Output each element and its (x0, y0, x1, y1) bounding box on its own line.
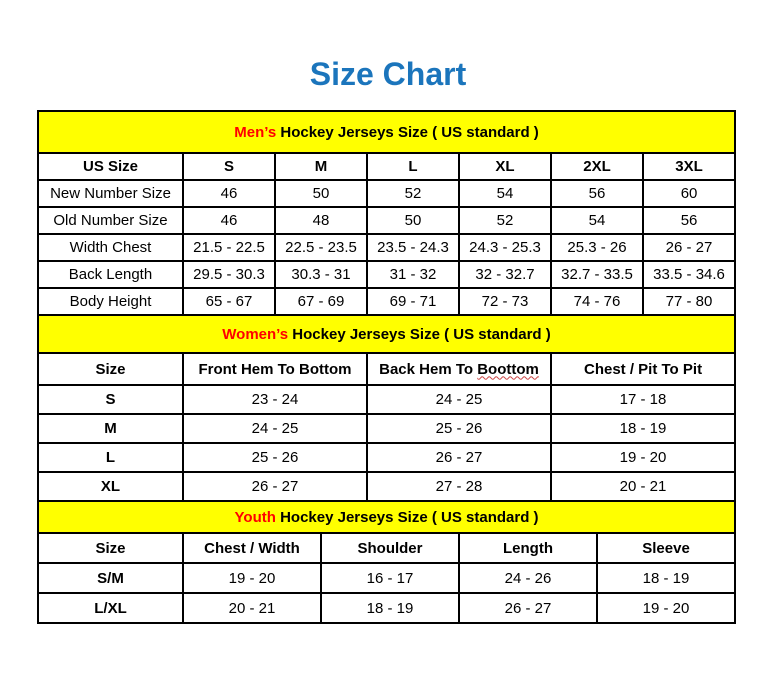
table-cell: 17 - 18 (551, 385, 735, 414)
mens-banner-row (38, 111, 735, 153)
row-label: Width Chest (38, 234, 183, 261)
mens-banner-text: Hockey Jerseys Size ( US standard ) (276, 123, 539, 141)
table-cell: 22.5 - 23.5 (275, 234, 367, 261)
table-cell: 19 - 20 (551, 443, 735, 472)
row-label: L (38, 443, 183, 472)
table-cell: 20 - 21 (183, 593, 321, 623)
youth-banner-row (38, 501, 735, 533)
table-row (38, 207, 735, 234)
table-cell: 56 (551, 180, 643, 207)
table-cell: 77 - 80 (643, 288, 735, 315)
womens-header-row (38, 353, 735, 385)
table-row (38, 288, 735, 315)
table-row (38, 261, 735, 288)
womens-banner-highlight: Women’s (222, 325, 289, 343)
table-cell: 26 - 27 (459, 593, 597, 623)
row-label: XL (38, 472, 183, 501)
womens-col-front-hem: Front Hem To Bottom (183, 353, 367, 385)
womens-banner-text: Hockey Jerseys Size ( US standard ) (288, 325, 551, 343)
mens-banner-highlight: Men’s (234, 123, 277, 141)
table-cell: 29.5 - 30.3 (183, 261, 275, 288)
table-cell: 26 - 27 (183, 472, 367, 501)
table-cell: 16 - 17 (321, 563, 459, 593)
table-row (38, 180, 735, 207)
table-cell: 25 - 26 (183, 443, 367, 472)
table-cell: 67 - 69 (275, 288, 367, 315)
table-cell: 50 (275, 180, 367, 207)
youth-header-row (38, 533, 735, 563)
size-chart-page (0, 56, 776, 624)
mens-col-m: M (275, 153, 367, 180)
table-cell: 31 - 32 (367, 261, 459, 288)
mens-banner (38, 111, 735, 153)
youth-col-chest-width: Chest / Width (183, 533, 321, 563)
mens-col-3xl: 3XL (643, 153, 735, 180)
table-cell: 46 (183, 207, 275, 234)
youth-col-shoulder: Shoulder (321, 533, 459, 563)
table-cell: 30.3 - 31 (275, 261, 367, 288)
table-cell: 24 - 26 (459, 563, 597, 593)
mens-col-xl: XL (459, 153, 551, 180)
womens-banner (38, 315, 735, 353)
table-cell: 60 (643, 180, 735, 207)
table-cell: 19 - 20 (597, 593, 735, 623)
table-cell: 24 - 25 (367, 385, 551, 414)
youth-col-size: Size (38, 533, 183, 563)
table-cell: 54 (459, 180, 551, 207)
table-cell: 52 (367, 180, 459, 207)
table-row (38, 234, 735, 261)
table-row (38, 593, 735, 623)
table-cell: 52 (459, 207, 551, 234)
table-cell: 25.3 - 26 (551, 234, 643, 261)
mens-col-2xl: 2XL (551, 153, 643, 180)
table-cell: 26 - 27 (367, 443, 551, 472)
table-cell: 69 - 71 (367, 288, 459, 315)
table-cell: 19 - 20 (183, 563, 321, 593)
table-cell: 21.5 - 22.5 (183, 234, 275, 261)
row-label: New Number Size (38, 180, 183, 207)
row-label: M (38, 414, 183, 443)
row-label: L/XL (38, 593, 183, 623)
table-cell: 74 - 76 (551, 288, 643, 315)
row-label: Back Length (38, 261, 183, 288)
table-cell: 20 - 21 (551, 472, 735, 501)
page-title: Size Chart (309, 56, 467, 92)
mens-header-row (38, 153, 735, 180)
womens-banner-row (38, 315, 735, 353)
table-cell: 56 (643, 207, 735, 234)
table-cell: 25 - 26 (367, 414, 551, 443)
row-label: Body Height (38, 288, 183, 315)
table-cell: 32.7 - 33.5 (551, 261, 643, 288)
mens-col-s: S (183, 153, 275, 180)
table-cell: 24.3 - 25.3 (459, 234, 551, 261)
table-row (38, 414, 735, 443)
table-cell: 65 - 67 (183, 288, 275, 315)
mens-col-us-size: US Size (38, 153, 183, 180)
table-cell: 18 - 19 (551, 414, 735, 443)
table-row (38, 563, 735, 593)
row-label: S/M (38, 563, 183, 593)
table-cell: 33.5 - 34.6 (643, 261, 735, 288)
youth-banner-highlight: Youth (234, 508, 276, 526)
table-cell: 18 - 19 (321, 593, 459, 623)
table-cell: 26 - 27 (643, 234, 735, 261)
table-cell: 27 - 28 (367, 472, 551, 501)
youth-banner-text: Hockey Jerseys Size ( US standard ) (275, 508, 539, 526)
table-cell: 72 - 73 (459, 288, 551, 315)
table-cell: 32 - 32.7 (459, 261, 551, 288)
womens-col-back-hem (367, 353, 551, 385)
size-chart-table (37, 110, 736, 624)
table-cell: 23 - 24 (183, 385, 367, 414)
table-cell: 48 (275, 207, 367, 234)
womens-col-back-hem-prefix: Back Hem To (379, 360, 478, 378)
row-label: Old Number Size (38, 207, 183, 234)
table-cell: 18 - 19 (597, 563, 735, 593)
table-row (38, 443, 735, 472)
table-row (38, 385, 735, 414)
womens-col-size: Size (38, 353, 183, 385)
row-label: S (38, 385, 183, 414)
mens-col-l: L (367, 153, 459, 180)
table-cell: 50 (367, 207, 459, 234)
table-cell: 24 - 25 (183, 414, 367, 443)
table-row (38, 472, 735, 501)
womens-col-chest: Chest / Pit To Pit (551, 353, 735, 385)
youth-banner (38, 501, 735, 533)
youth-col-sleeve: Sleeve (597, 533, 735, 563)
youth-col-length: Length (459, 533, 597, 563)
womens-col-back-hem-misspelled: Boottom (477, 360, 539, 378)
table-cell: 54 (551, 207, 643, 234)
table-cell: 23.5 - 24.3 (367, 234, 459, 261)
table-cell: 46 (183, 180, 275, 207)
